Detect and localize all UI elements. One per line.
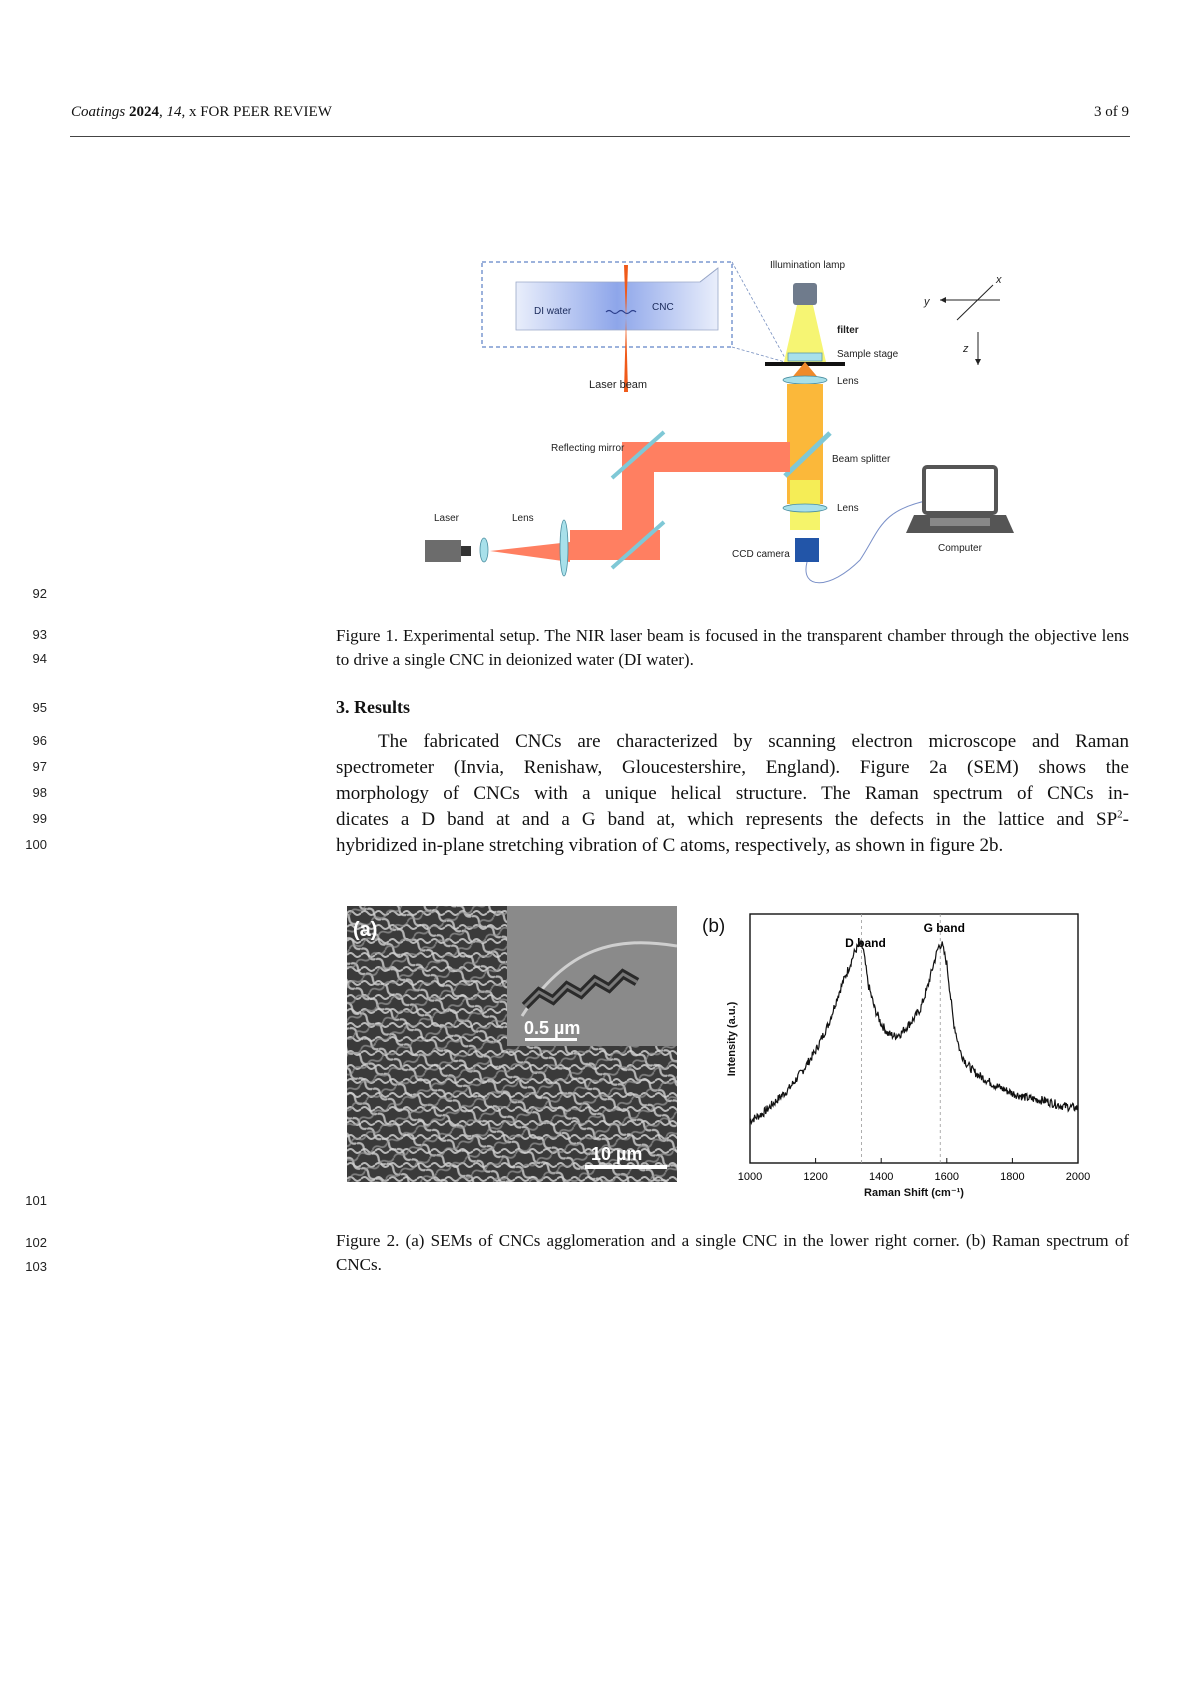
filter-window — [788, 353, 822, 361]
label-axis-z: z — [963, 343, 969, 355]
objective-lens — [783, 376, 827, 384]
x-tick-label: 1400 — [868, 1171, 894, 1183]
x-tick-label: 1600 — [934, 1171, 960, 1183]
line-number: 100 — [25, 837, 47, 852]
laptop-screen — [924, 467, 996, 513]
journal-year: 2024 — [128, 104, 159, 120]
results-paragraph — [336, 729, 1129, 859]
line-number: 93 — [32, 627, 47, 642]
label-sample-stage: Sample stage — [837, 349, 899, 360]
page-number: 3 of 9 — [1094, 104, 1129, 120]
x-tick-label: 1200 — [803, 1171, 828, 1183]
plot-frame — [750, 914, 1078, 1163]
figure-2-caption: Figure 2. (a) SEMs of CNCs agglomeration and a single CNC in the lower right corner. (b) Raman spectrum of CNCs. — [336, 1231, 1129, 1274]
figure-1-setup-diagram — [0, 0, 1191, 600]
label-reflecting-mirror: Reflecting mirror — [551, 443, 625, 454]
panel-a-label: (a) — [353, 919, 378, 941]
journal-volume: 14 — [166, 104, 182, 120]
paragraph-line — [336, 807, 1129, 833]
line-number: 92 — [32, 586, 47, 601]
expander-lens-2 — [560, 520, 568, 576]
line-number: 96 — [32, 733, 47, 748]
expander-lens-1 — [480, 538, 488, 562]
label-computer: Computer — [938, 543, 982, 554]
label-axis-y: y — [924, 296, 930, 308]
y-axis-label: Intensity (a.u.) — [726, 1001, 738, 1077]
x-tick-label: 1800 — [1000, 1171, 1025, 1183]
inset-scale-label: 0.5 µm — [524, 1018, 581, 1038]
ccd-camera — [795, 538, 819, 562]
line-number: 101 — [25, 1193, 47, 1208]
label-lens-bottom: Lens — [837, 503, 859, 514]
figure-1-caption: Figure 1. Experimental setup. The NIR laser beam is focused in the transparent chamber through the objective lens to drive a single CNC in deionized water (DI water). — [336, 626, 1129, 669]
x-tick-label: 2000 — [1065, 1171, 1091, 1183]
line-number: 98 — [32, 785, 47, 800]
x-axis-label: Raman Shift (cm⁻¹) — [864, 1187, 964, 1199]
label-lens-left: Lens — [512, 513, 534, 524]
line-number: 99 — [32, 811, 47, 826]
figure-2b-raman-chart — [690, 906, 1105, 1206]
label-ccd-camera: CCD camera — [732, 549, 790, 560]
label-illumination-lamp: Illumination lamp — [770, 260, 846, 271]
camera-cable — [806, 500, 930, 583]
line-number: 94 — [32, 651, 47, 666]
illumination-lamp — [793, 283, 817, 305]
band-annotation: G band — [923, 921, 965, 935]
article-number: x — [188, 104, 197, 120]
band-annotation: D band — [845, 936, 886, 950]
running-header: Coatings 2024, 14, x FOR PEER REVIEW — [71, 104, 332, 120]
raman-series-line — [750, 941, 1078, 1123]
label-beam-splitter: Beam splitter — [832, 454, 891, 465]
journal-name: Coatings — [71, 104, 126, 120]
review-tag: FOR PEER REVIEW — [200, 104, 332, 120]
paragraph-line: hybridized in-plane stretching vibration of C atoms, respectively, as shown in figure 2b. — [336, 835, 1004, 856]
label-axis-x: x — [996, 274, 1002, 286]
line-number: 102 — [25, 1235, 47, 1250]
label-di-water: DI water — [534, 306, 572, 317]
paragraph-line: spectrometer (Invia, Renishaw, Gloucestershire, England). Figure 2a (SEM) shows the — [336, 757, 1129, 778]
hyphen: - — [1122, 809, 1129, 830]
laser-cone-left — [490, 542, 570, 562]
tube-lens — [783, 504, 827, 512]
panel-b-label: (b) — [702, 916, 726, 937]
water-chamber — [516, 268, 718, 330]
figure-2a-sem-image — [347, 906, 677, 1182]
superscript-two: 2 — [1117, 808, 1123, 821]
line-number: 95 — [32, 700, 47, 715]
main-scale-label: 10 µm — [591, 1144, 643, 1164]
label-lens-top: Lens — [837, 376, 859, 387]
paragraph-line: The fabricated CNCs are characterized by scanning electron microscope and Raman — [378, 731, 1129, 752]
line-number: 103 — [25, 1259, 47, 1274]
inset-scale-bar — [525, 1038, 577, 1041]
x-tick-label: 1000 — [737, 1171, 763, 1183]
label-cnc: CNC — [652, 302, 674, 313]
laser-source — [425, 540, 461, 562]
main-scale-bar — [585, 1165, 667, 1169]
paragraph-line-text: dicates a D band at and a G band at, which represents the defects in the lattice and SP — [336, 809, 1118, 830]
label-laser-beam: Laser beam — [589, 379, 648, 391]
paragraph-line: morphology of CNCs with a unique helical structure. The Raman spectrum of CNCs in- — [336, 783, 1129, 804]
axis-x-line — [957, 285, 993, 320]
label-laser: Laser — [434, 513, 460, 524]
line-number: 97 — [32, 759, 47, 774]
section-heading: 3. Results — [336, 697, 411, 717]
label-filter: filter — [837, 325, 859, 336]
